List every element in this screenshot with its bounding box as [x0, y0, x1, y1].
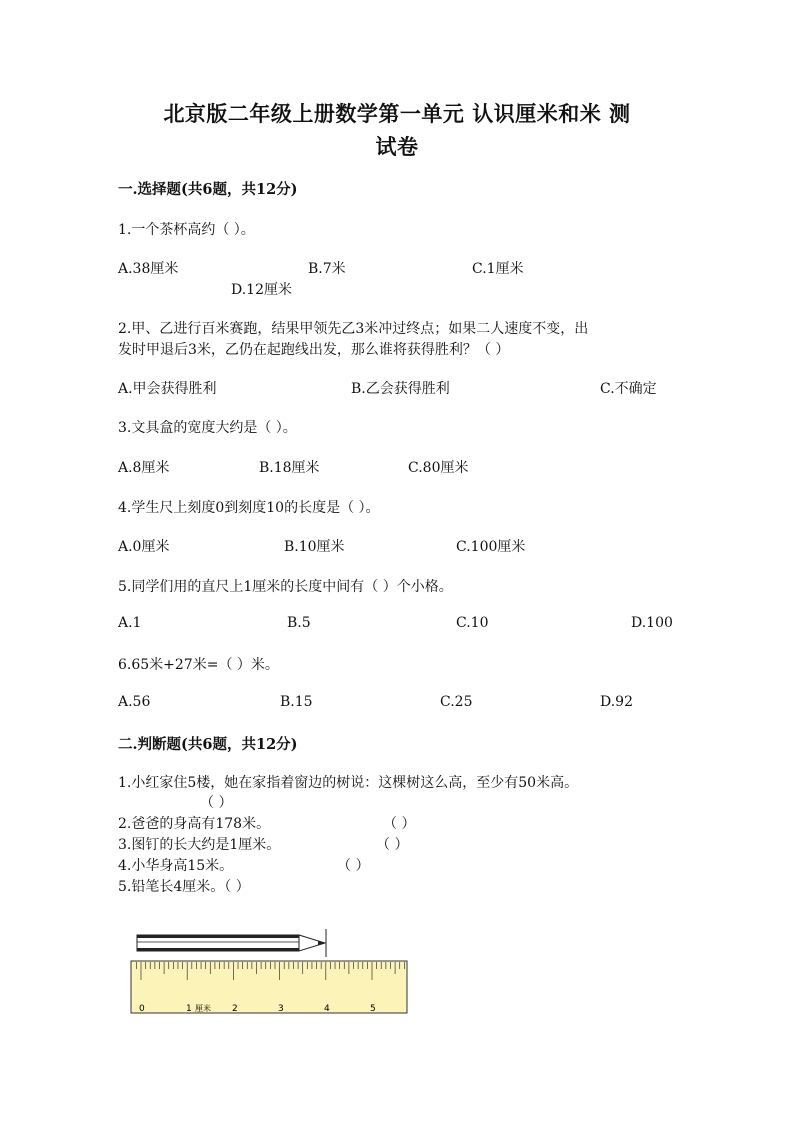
question-2-option-a: A.甲会获得胜利 — [118, 381, 217, 397]
question-5-option-a: A.1 — [118, 615, 142, 631]
judgement-4-blank: （ ） — [337, 858, 370, 874]
section-heading-judgement: 二.判断题(共6题，共12分) — [118, 736, 298, 753]
judgement-5-stem: 5.铅笔长4厘米。（ ） — [118, 879, 250, 895]
question-6-option-a: A.56 — [118, 694, 151, 710]
question-2-stem-line1: 2.甲、乙进行百米赛跑，结果甲领先乙3米冲过终点；如果二人速度不变，出 — [118, 321, 589, 337]
question-6-option-c: C.25 — [440, 694, 473, 710]
ruler-body — [131, 961, 407, 1013]
judgement-3-stem: 3.图钉的长大约是1厘米。 — [118, 837, 281, 853]
page-title-line1: 北京版二年级上册数学第一单元 认识厘米和米 测 — [163, 101, 631, 126]
question-4-option-b: B.10厘米 — [284, 539, 345, 555]
question-5-option-d: D.100 — [631, 615, 673, 631]
judgement-1-stem: 1.小红家住5楼，她在家指着窗边的树说：这棵树这么高，至少有50米高。 — [118, 775, 579, 791]
question-4-option-a: A.0厘米 — [118, 539, 170, 555]
question-1-stem: 1.一个茶杯高约（ ）。 — [118, 222, 255, 238]
question-1-option-c: C.1厘米 — [472, 261, 524, 277]
question-3-option-b: B.18厘米 — [259, 460, 320, 476]
question-6-option-d: D.92 — [600, 694, 633, 710]
page-title-line2: 试卷 — [375, 134, 419, 159]
pencil-ruler-figure — [125, 925, 415, 1020]
question-6-stem: 6.65米+27米=（ ）米。 — [118, 657, 279, 673]
ruler-number-0: 0 — [139, 1004, 145, 1014]
question-1-option-b: B.7米 — [308, 261, 346, 277]
judgement-1-blank: （ ） — [200, 795, 233, 811]
ruler-number-5: 5 — [370, 1004, 376, 1014]
judgement-4-stem: 4.小华身高15米。 — [118, 858, 234, 874]
question-5-option-c: C.10 — [456, 615, 489, 631]
question-6-option-b: B.15 — [280, 694, 313, 710]
section-heading-choice: 一.选择题(共6题，共12分) — [118, 181, 298, 198]
question-3-option-a: A.8厘米 — [118, 460, 170, 476]
ruler-number-2: 2 — [232, 1004, 238, 1014]
question-4-option-c: C.100厘米 — [456, 539, 526, 555]
question-1-option-d: D.12厘米 — [231, 282, 292, 298]
question-1-option-a: A.38厘米 — [118, 261, 179, 277]
judgement-2-stem: 2.爸爸的身高有178米。 — [118, 816, 271, 832]
judgement-3-blank: （ ） — [376, 837, 409, 853]
question-5-option-b: B.5 — [287, 615, 311, 631]
ruler-number-1: 1 — [186, 1004, 192, 1014]
question-3-stem: 3.文具盒的宽度大约是（ ）。 — [118, 420, 297, 436]
ruler-number-4: 4 — [324, 1004, 330, 1014]
question-5-stem: 5.同学们用的直尺上1厘米的长度中间有（ ）个小格。 — [118, 579, 453, 595]
judgement-2-blank: （ ） — [383, 816, 416, 832]
question-3-option-c: C.80厘米 — [408, 460, 469, 476]
question-2-stem-line2: 发时甲退后3米，乙仍在起跑线出发，那么谁将获得胜利？（ ） — [118, 342, 510, 358]
question-2-option-b: B.乙会获得胜利 — [351, 381, 450, 397]
question-4-stem: 4.学生尺上刻度0到刻度10的长度是（ ）。 — [118, 500, 380, 516]
ruler-unit-label: 厘米 — [195, 1004, 211, 1013]
pencil-icon — [137, 929, 326, 957]
ruler-number-3: 3 — [278, 1004, 284, 1014]
question-2-option-c: C.不确定 — [600, 381, 657, 397]
